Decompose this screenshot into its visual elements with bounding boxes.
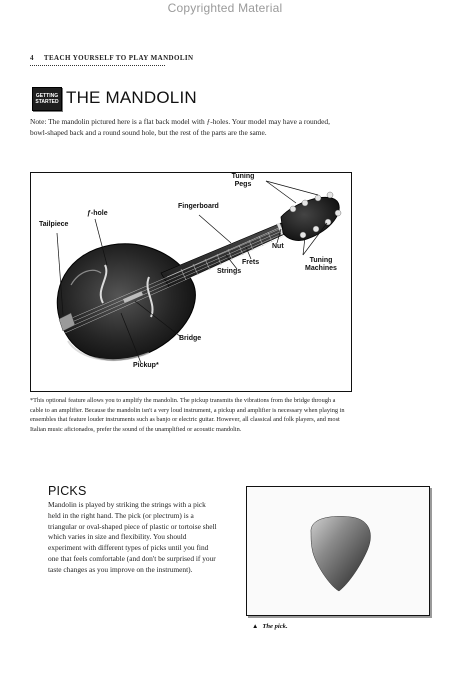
mandolin-headstock [281,197,339,240]
label-strings: Strings [217,268,242,275]
badge-line-1: GETTING [35,93,59,99]
label-fingerboard: Fingerboard [178,203,219,210]
pick-caption [252,623,288,630]
pick-photo-frame [246,486,430,616]
pick-caption-text: The pick. [262,623,288,630]
badge-line-2: STARTED [35,99,59,105]
getting-started-badge [32,87,62,111]
intro-note: Note: The mandolin pictured here is a flat back model with ƒ-holes. Your model may have a rounded, bowl-shaped back and a round sound hole, but the rest of the parts are the same. [30,117,330,137]
running-head [30,54,193,62]
book-title: TEACH YOURSELF TO PLAY MANDOLIN [43,54,194,62]
label-nut: Nut [272,243,284,250]
page-number: 4 [30,54,34,62]
mandolin-diagram [30,172,352,392]
label-pickup: Pickup* [133,362,159,369]
running-head-dotted-rule [30,65,165,66]
label-bridge: Bridge [179,335,202,342]
label-f-hole: ƒ-hole [87,210,108,217]
caption-triangle-icon: ▲ [252,623,259,630]
copyright-watermark: Copyrighted Material [167,1,283,15]
label-frets: Frets [242,259,260,266]
picks-heading: PICKS [48,484,87,498]
pick-illustration [247,487,429,615]
pickup-footnote: *This optional feature allows you to amplify the mandolin. The pickup transmits the vibrations from the bridge through a cable to an amplifier. Because the mandolin isn't a very loud instrument, a pickup and amplifier is necessary when playing in ensembles that feature louder instruments such as banjo or electric guitar. However, all classical and folk players, and most Italian music aficionados, prefer the sound of the unamplified or acoustic mandolin. [30,397,345,433]
label-tuning-machines: Tuning Machines [305,257,337,272]
label-tailpiece: Tailpiece [39,221,69,228]
picks-paragraph: Mandolin is played by striking the strings with a pick held in the right hand. The pick (or plectrum) is a triangular or oval-shaped piece of plastic or tortoise shell which varies in size and flexibility. You should experiment with different types of picks until you find one that feels comfortable (and don't be surprised if your taste changes as you improve on the instrument). [48,500,217,574]
guitar-pick-shape [311,516,371,591]
label-tuning-pegs: Tuning Pegs [231,173,255,188]
section-title: THE MANDOLIN [66,88,197,107]
